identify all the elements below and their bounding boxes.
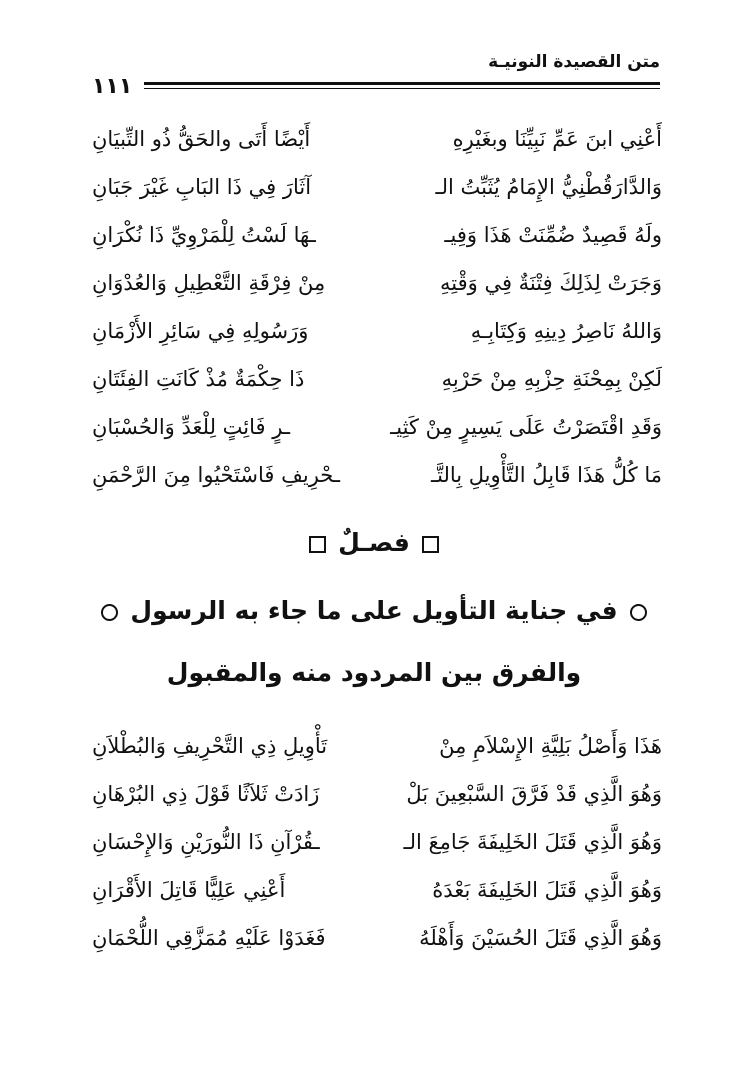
verse-first-hemistich: لَكِنْ بِمِحْنَةِ حِزْبِهِ مِنْ حَرْبِهِ [441,367,662,391]
chapter-title-text: في جناية التأويل على ما جاء به الرسول [130,596,618,625]
verse-first-hemistich: وَجَرَتْ لِذَلِكَ فِتْنَةٌ فِي وَقْتِهِ [440,271,662,295]
verse-second-hemistich: وَرَسُولِهِ فِي سَائِرِ الأَزْمَانِ [92,319,309,343]
verse [92,163,662,211]
verse-second-hemistich: ذَا حِكْمَةٌ مُذْ كَانَتِ الفِئَتَانِ [92,367,305,391]
verse-first-hemistich: وَهُوَ الَّذِي قَتَلَ الخَلِيفَةَ جَامِعَ الـ [403,830,662,854]
verse-second-hemistich: تَأْوِيلِ ذِي التَّحْرِيفِ وَالبُطْلاَنِ [92,734,328,758]
verse [92,914,662,962]
verse [92,866,662,914]
verse [92,307,662,355]
verse-first-hemistich: وَالدَّارَقُطْنِيُّ الإِمَامُ يُثَبِّتُ الـ [435,175,662,199]
verse-first-hemistich: وَهُوَ الَّذِي قَتَلَ الخَلِيفَةَ بَعْدَهُ [432,878,662,902]
verse [92,355,662,403]
verse-first-hemistich: وَاللهُ نَاصِرُ دِينِهِ وَكِتَابِـهِ [470,319,662,343]
verse-second-hemistich: آثَارَ فِي ذَا البَابِ غَيْرَ جَبَانِ [92,175,312,199]
verse [92,259,662,307]
poem-block-top [92,115,662,499]
verse [92,770,662,818]
verse-second-hemistich: فَغَدَوْا عَلَيْهِ مُمَزَّقِي اللُّحْمَانِ [92,926,326,950]
verse-second-hemistich: ـحْرِيفِ فَاسْتَحْيُوا مِنَ الرَّحْمَنِ [92,463,341,487]
square-ornament-icon [422,536,439,553]
chapter-title-line2: والفرق بين المردود منه والمقبول [166,658,582,687]
square-ornament-icon [309,536,326,553]
verse [92,722,662,770]
verse-first-hemistich: وَقَدِ اقْتَصَرْتُ عَلَى يَسِيرٍ مِنْ كَثِيـ [390,415,662,439]
section-heading [0,528,748,557]
verse-first-hemistich: أَعْنِي ابنَ عَمِّ نَبِيِّنَا وبغَيْرِهِ [452,127,662,151]
chapter-title-line1 [0,596,748,625]
section-label: فصـلٌ [338,528,410,557]
verse-second-hemistich: أَعْنِي عَلِيًّا قَاتِلَ الأَقْرَانِ [92,878,286,902]
verse [92,115,662,163]
verse [92,451,662,499]
verse-first-hemistich: هَذَا وَأَصْلُ بَلِيَّةِ الإِسْلاَمِ مِنْ [439,734,662,758]
header-rule-thick [144,82,660,85]
header-rule-thin [144,88,660,89]
running-title: متن القصيدة النونيـة [488,52,660,72]
verse-second-hemistich: ـرٍ فَائِتٍ لِلْعَدِّ وَالحُسْبَانِ [92,415,290,439]
verse [92,211,662,259]
verse-second-hemistich: ـهَا لَسْتُ لِلْمَرْوِيِّ ذَا نُكْرَانِ [92,223,316,247]
circle-ornament-icon [101,604,118,621]
verse-first-hemistich: مَا كُلُّ هَذَا قَابِلُ التَّأْوِيلِ بِالتَّـ [430,463,662,487]
verse-second-hemistich: مِنْ فِرْقَةِ التَّعْطِيلِ وَالعُدْوَانِ [92,271,326,295]
verse-first-hemistich: وَهُوَ الَّذِي قَدْ فَرَّقَ السَّبْعِينَ بَلْ [406,782,662,806]
verse-second-hemistich: زَادَتْ ثَلاَثًا قَوْلَ ذِي البُرْهَانِ [92,782,320,806]
page-header [90,52,660,100]
page-number: ١١١ [92,74,133,99]
verse-second-hemistich: ـقُرْآنِ ذَا النُّورَيْنِ وَالإِحْسَانِ [92,830,320,854]
verse-first-hemistich: وَهُوَ الَّذِي قَتَلَ الحُسَيْنَ وَأَهْلَهُ [419,926,662,950]
verse [92,818,662,866]
verse-first-hemistich: ولَهُ قَصِيدٌ ضُمِّنَتْ هَذَا وَفِيـ [444,223,662,247]
verse [92,403,662,451]
circle-ornament-icon [630,604,647,621]
poem-block-bottom [92,722,662,962]
verse-second-hemistich: أَيْضًا أَتَى والحَقُّ ذُو التِّبيَانِ [92,127,311,151]
